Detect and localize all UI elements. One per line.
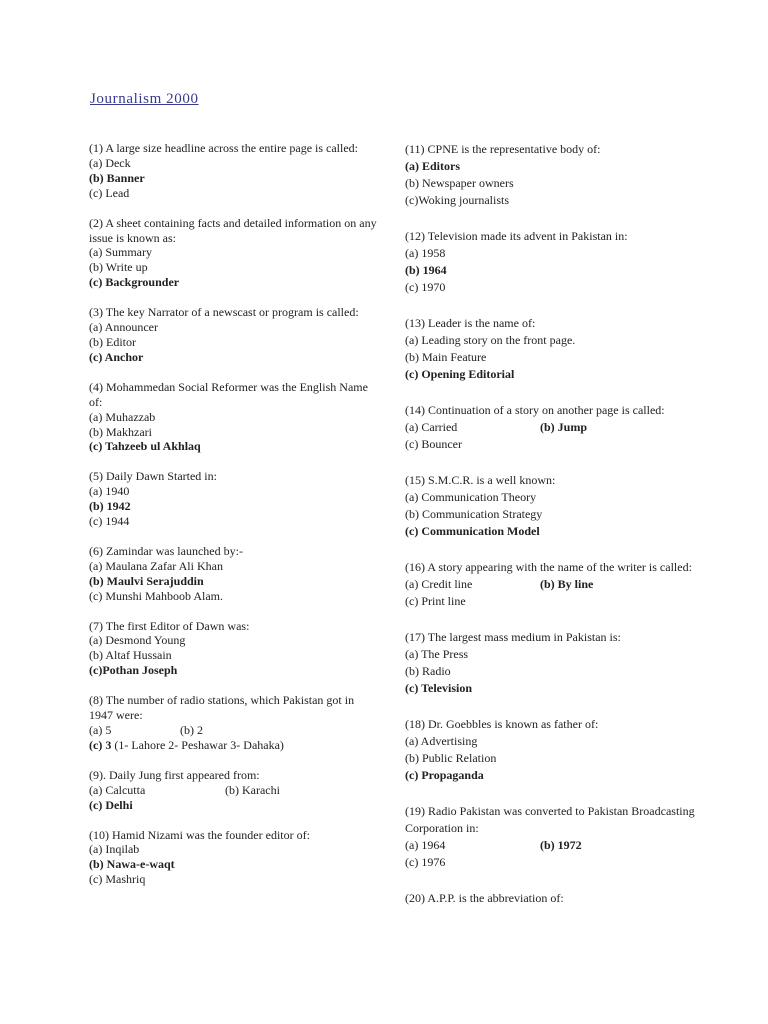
option: (b) Editor (89, 334, 136, 349)
option: (c) 1944 (89, 514, 130, 529)
option: (c) 1976 (405, 855, 446, 869)
correct-option: (c) Delhi (89, 797, 133, 812)
correct-option: (c) Backgrounder (89, 275, 180, 290)
question-stem: (17) The largest mass medium in Pakistan is: (405, 630, 621, 644)
option-pair (89, 723, 379, 738)
option: (b) Radio (405, 664, 451, 678)
option: (b) Write up (89, 260, 148, 275)
question-block (89, 380, 379, 455)
question-stem: (11) CPNE is the representative body of: (405, 142, 601, 156)
question-block (405, 803, 695, 871)
question-stem: (1) A large size headline across the entire page is called: (89, 141, 359, 155)
question-stem: (20) A.P.P. is the abbreviation of: (405, 891, 564, 905)
option: (a) Communication Theory (405, 490, 537, 504)
question-stem: (4) Mohammedan Social Reformer was the English Name of: (89, 379, 368, 409)
correct-option: (c) Communication Model (405, 524, 540, 538)
question-stem: (5) Daily Dawn Started in: (89, 469, 217, 484)
option-pair (89, 783, 379, 798)
answer-text: (c) 3 (89, 737, 112, 752)
question-block (89, 544, 379, 604)
question-stem: (10) Hamid Nizami was the founder editor of: (89, 827, 310, 842)
option: (b) Newspaper owners (405, 176, 514, 190)
option: (a) Credit line (405, 577, 473, 591)
question-stem: (9). Daily Jung first appeared from: (89, 767, 260, 782)
question-stem: (8) The number of radio stations, which Pakistan got in 1947 were: (89, 693, 355, 723)
option: (a) Maulana Zafar Ali Khan (89, 558, 223, 573)
correct-option: (b) Banner (89, 170, 145, 185)
correct-option: (c) Tahzeeb ul Akhlaq (89, 439, 201, 454)
option-pair (405, 419, 695, 436)
option-pair (405, 837, 695, 854)
question-stem: (7) The first Editor of Dawn was: (89, 618, 250, 633)
correct-option: (c)Pothan Joseph (89, 663, 178, 678)
question-block (89, 305, 379, 365)
option: (c) Munshi Mahboob Alam. (89, 588, 223, 603)
option: (a) Desmond Young (89, 633, 186, 648)
option: (b) Communication Strategy (405, 507, 543, 521)
question-block (89, 828, 379, 888)
question-block (405, 629, 695, 697)
option: (c) Lead (89, 185, 130, 200)
question-block (405, 716, 695, 784)
correct-option: (b) Maulvi Serajuddin (89, 573, 204, 588)
question-block (89, 469, 379, 529)
correct-option: (b) 1942 (89, 499, 131, 514)
question-block (405, 559, 695, 610)
option: (c) Print line (405, 594, 466, 608)
option: (b) Altaf Hussain (89, 648, 172, 663)
question-block (405, 402, 695, 453)
correct-option: (c) Anchor (89, 349, 144, 364)
option: (a) Advertising (405, 734, 478, 748)
option: (b) 2 (180, 723, 203, 737)
page-title: Journalism 2000 (90, 91, 199, 107)
option: (a) Calcutta (89, 782, 146, 797)
question-block (405, 890, 695, 907)
question-block (405, 472, 695, 540)
option: (c)Woking journalists (405, 193, 510, 207)
option: (a) 1940 (89, 484, 130, 499)
option: (b) Public Relation (405, 751, 497, 765)
option: (a) Deck (89, 155, 131, 170)
option: (c) 1970 (405, 280, 446, 294)
question-stem: (14) Continuation of a story on another page is called: (405, 403, 665, 417)
question-stem: (18) Dr. Goebbles is known as father of: (405, 717, 599, 731)
option: (a) The Press (405, 647, 469, 661)
option: (a) Leading story on the front page. (405, 333, 576, 347)
correct-option: (a) Editors (405, 159, 460, 173)
correct-option: (b) 1964 (405, 263, 447, 277)
question-stem: (3) The key Narrator of a newscast or program is called: (89, 305, 359, 320)
option-pair (405, 576, 695, 593)
question-block (89, 619, 379, 679)
correct-option: (b) Nawa-e-waqt (89, 857, 175, 872)
option: (c) Bouncer (405, 437, 462, 451)
right-column (405, 141, 695, 926)
option: (c) Mashriq (89, 872, 146, 887)
option: (b) Makhzari (89, 424, 152, 439)
question-block (89, 693, 379, 753)
correct-option: (c) Opening Editorial (405, 367, 515, 381)
correct-option: (c) Television (405, 681, 473, 695)
option: (a) Announcer (89, 320, 158, 335)
question-stem: (12) Television made its advent in Pakistan in: (405, 229, 628, 243)
option: (a) Summary (89, 245, 152, 260)
question-stem: (15) S.M.C.R. is a well known: (405, 473, 556, 487)
question-block (405, 315, 695, 383)
option: (b) 1972 (540, 838, 582, 852)
question-block (405, 228, 695, 296)
question-block (89, 768, 379, 813)
question-stem: (16) A story appearing with the name of the writer is called: (405, 560, 692, 574)
answer-note: (1- Lahore 2- Peshawar 3- Dahaka) (111, 737, 284, 752)
option: (a) Inqilab (89, 842, 140, 857)
option: (b) Main Feature (405, 350, 487, 364)
question-block (89, 141, 379, 201)
option: (b) Karachi (225, 782, 280, 797)
question-stem: (13) Leader is the name of: (405, 316, 536, 330)
correct-option (89, 738, 379, 753)
left-column (89, 141, 379, 902)
option: (a) 1964 (405, 838, 446, 852)
option: (b) Jump (540, 420, 588, 434)
option: (a) Carried (405, 420, 458, 434)
option: (b) By line (540, 577, 594, 591)
question-block (405, 141, 695, 209)
option: (a) 1958 (405, 246, 446, 260)
correct-option: (c) Propaganda (405, 768, 484, 782)
question-stem: (19) Radio Pakistan was converted to Pakistan Broadcasting Corporation in: (405, 804, 695, 835)
question-block (89, 216, 379, 291)
option: (a) 5 (89, 723, 112, 737)
question-stem: (2) A sheet containing facts and detailed information on any issue is known as: (89, 215, 377, 245)
question-stem: (6) Zamindar was launched by:- (89, 543, 243, 558)
option: (a) Muhazzab (89, 409, 156, 424)
